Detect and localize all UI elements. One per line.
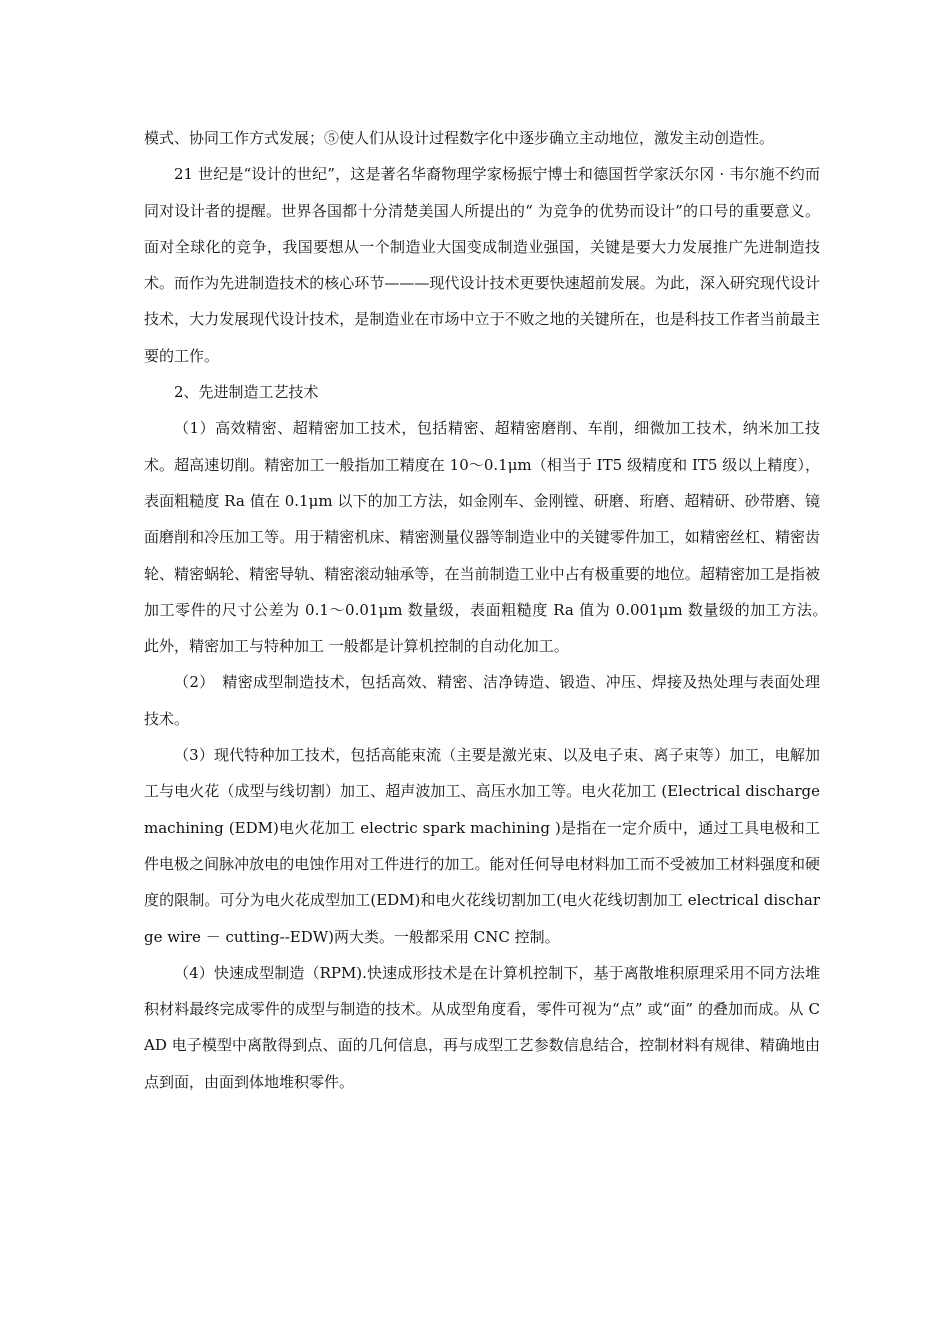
paragraph-precision-forming: （2） 精密成型制造技术，包括高效、精密、洁净铸造、锻造、冲压、焊接及热处理与表面处理技术。 xyxy=(144,673,820,728)
section-heading-advanced-process: 2、先进制造工艺技术 xyxy=(174,383,319,402)
paragraph-rapid-prototyping: （4）快速成型制造（RPM).快速成形技术是在计算机控制下，基于离散堆积原理采用不同方法堆积材料最终完成零件的成型与制造的技术。从成型角度看，零件可视为“点” 或“面” 的叠加而成。从 CAD 电子模型中离散得到点、面的几何信息，再与成型工艺参数信息结合，控制材料有规律、精确地由点到面，由面到体地堆积零件。 xyxy=(144,963,820,1091)
document-page xyxy=(144,120,836,1100)
paragraph-continuation: 模式、协同工作方式发展；⑤使人们从设计过程数字化中逐步确立主动地位，激发主动创造性。 xyxy=(144,129,775,147)
paragraph-precision-machining: （1）高效精密、超精密加工技术，包括精密、超精密磨削、车削，细微加工技术，纳米加工技术。超高速切削。精密加工一般指加工精度在 10～0.1μm（相当于 IT5 级精度和 IT5 级以上精度），表面粗糙度 Ra 值在 0.1μm 以下的加工方法，如金刚车、金刚镗、研磨、珩磨、超精研、砂带磨、镜面磨削和冷压加工等。用于精密机床、精密测量仪器等制造业中的关键零件加工，如精密丝杠、精密齿轮、精密蜗轮、精密导轨、精密滚动轴承等，在当前制造工业中占有极重要的地位。超精密加工是指被加工零件的尺寸公差为 0.1～0.01μm 数量级，表面粗糙度 Ra 值为 0.001μm 数量级的加工方法。 此外，精密加工与特种加工 一般都是计算机控制的自动化加工。 xyxy=(144,419,836,656)
paragraph-design-century: 21 世纪是“设计的世纪”，这是著名华裔物理学家杨振宁博士和德国哲学家沃尔冈 · 韦尔施不约而同对设计者的提醒。世界各国都十分清楚美国人所提出的“ 为竞争的优势而设计”的口号的重要意义。面对全球化的竞争，我国要想从一个制造业大国变成制造业强国，关键是要大力发展推广先进制造技术。而作为先进制造技术的核心环节———现代设计技术更要快速超前发展。为此，深入研究现代设计技术，大力发展现代设计技术，是制造业在市场中立于不败之地的关键所在，也是科技工作者当前最主要的工作。 xyxy=(144,165,820,365)
paragraph-special-machining: （3）现代特种加工技术，包括高能束流（主要是激光束、以及电子束、离子束等）加工，电解加工与电火花（成型与线切割）加工、超声波加工、高压水加工等。电火花加工 (Electrical discharge machining (EDM)电火花加工 electric spark machining )是指在一定介质中，通过工具电极和工件电极之间脉冲放电的电蚀作用对工件进行的加工。能对任何导电材料加工而不受被加工材料强度和硬度的限制。可分为电火花成型加工(EDM)和电火花线切割加工(电火花线切割加工 electrical discharge wire － cutting--EDW)两大类。一般都采用 CNC 控制。 xyxy=(144,746,820,946)
